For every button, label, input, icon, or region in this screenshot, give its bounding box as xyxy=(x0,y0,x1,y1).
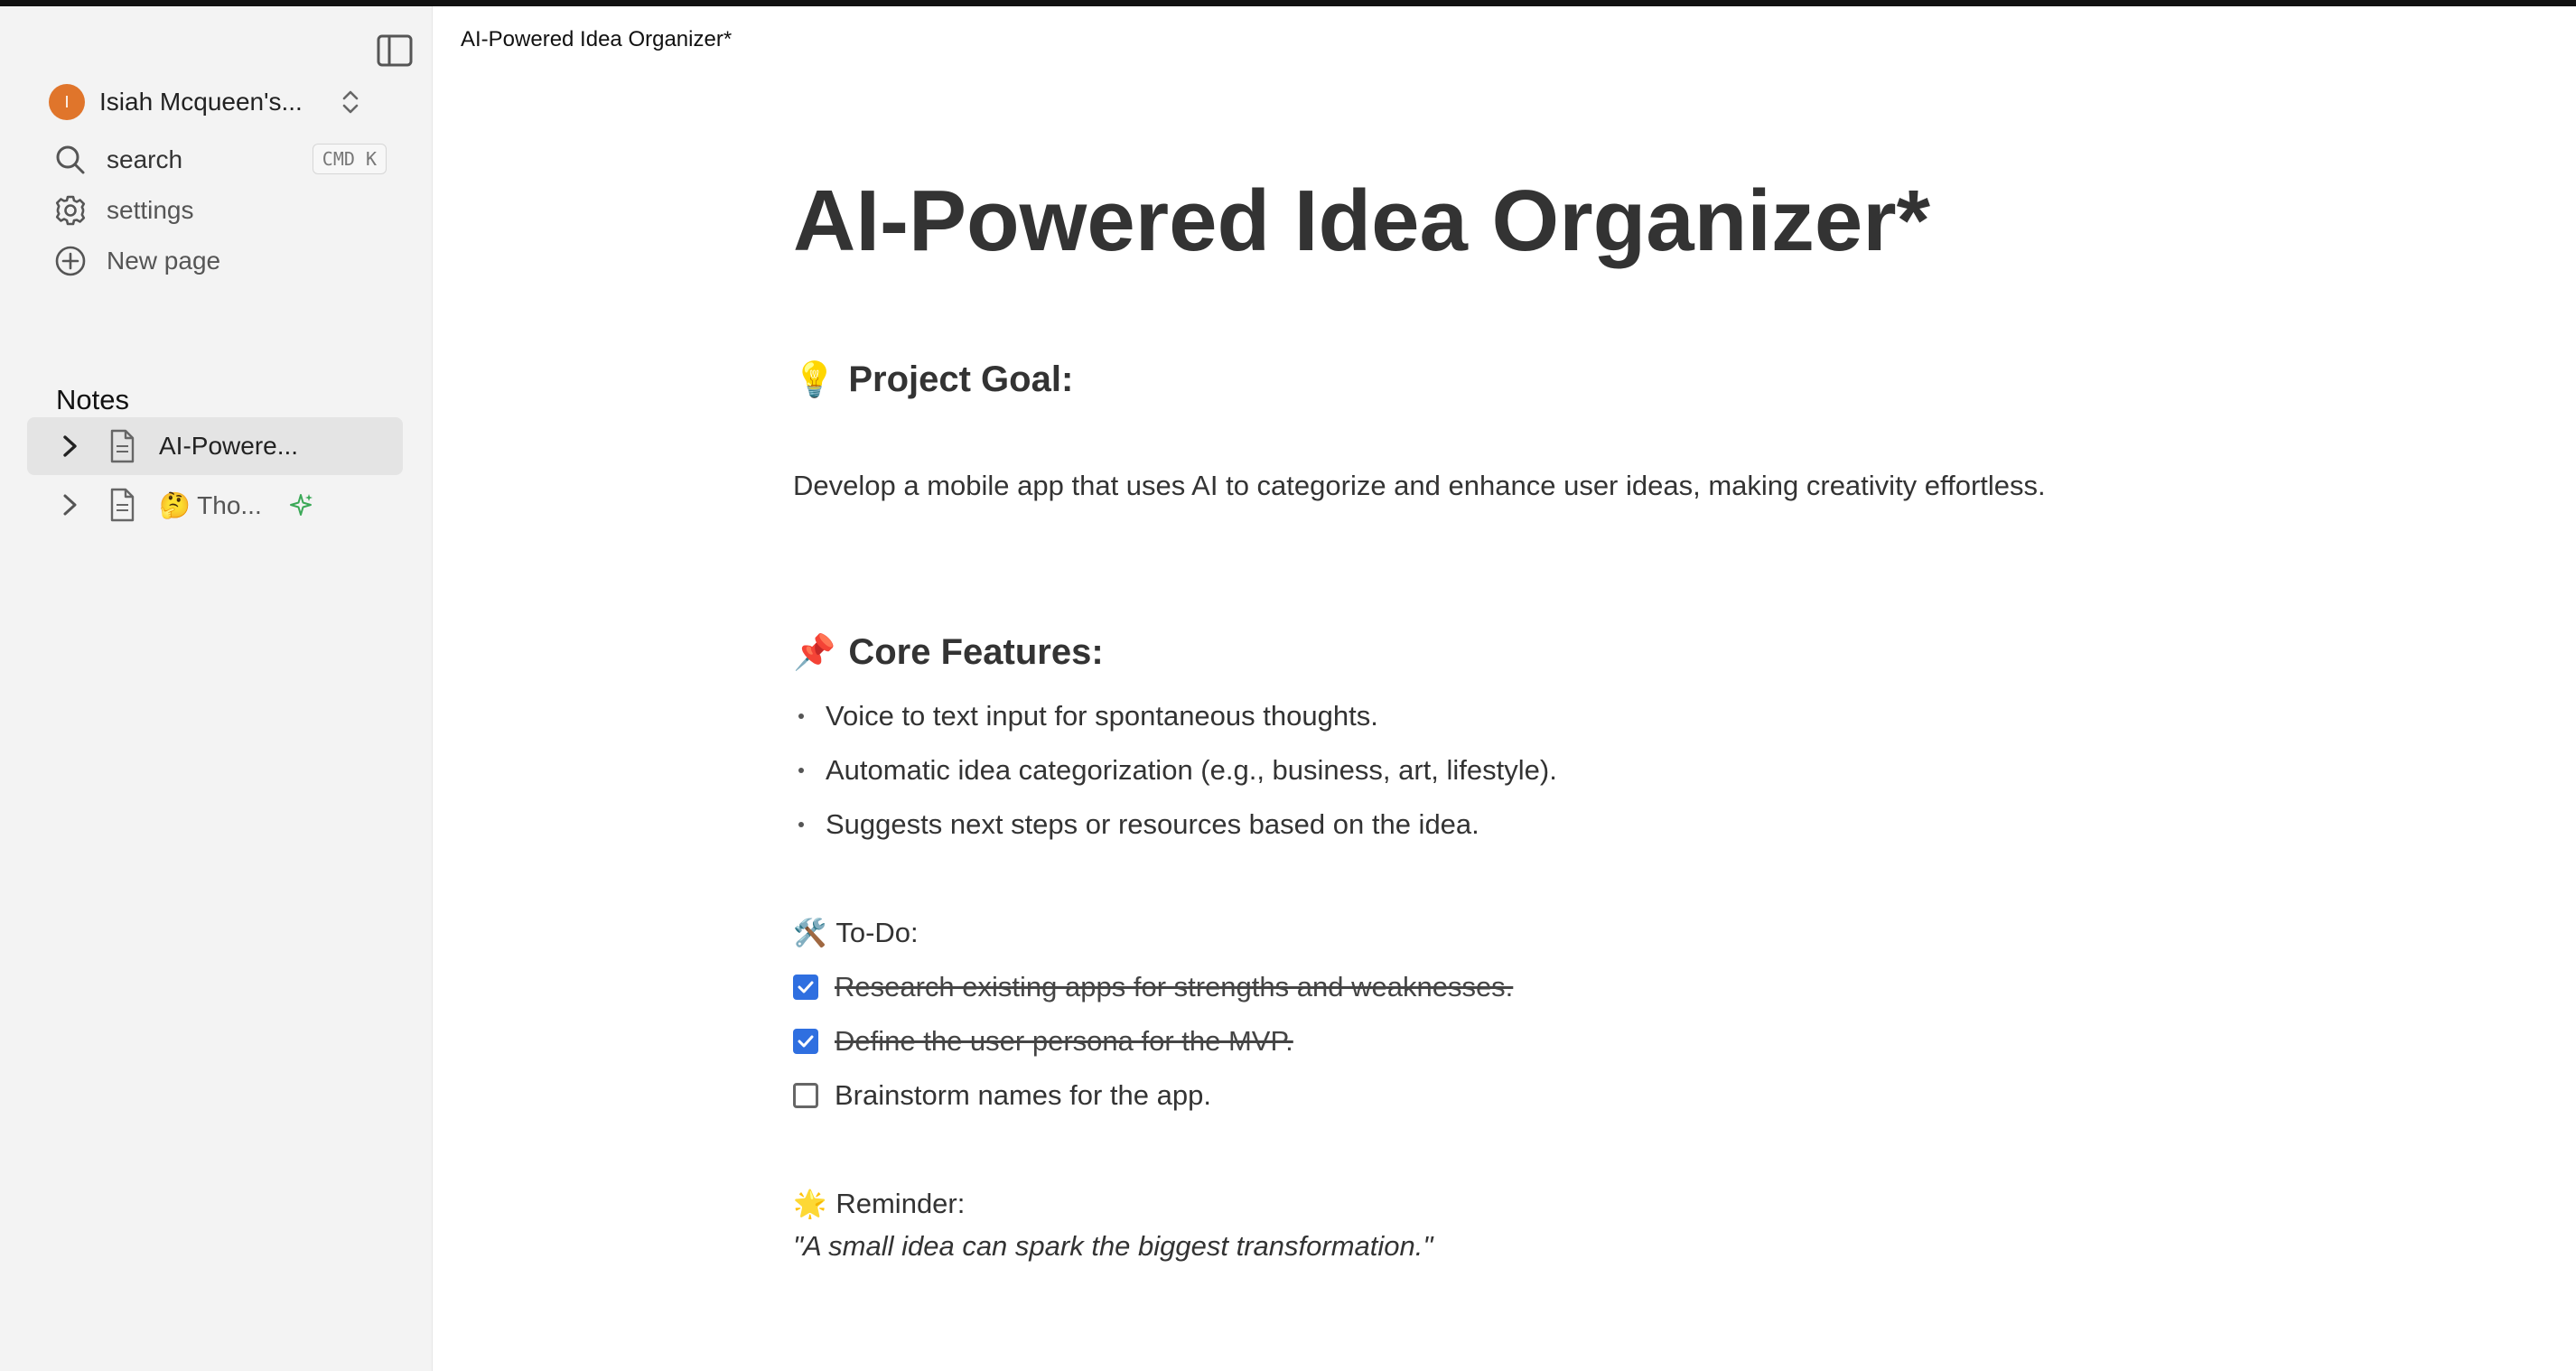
tree-item-label: AI-Powere... xyxy=(159,432,299,460)
heading-text: To-Do: xyxy=(835,917,919,948)
pushpin-icon: 📌 xyxy=(793,632,836,672)
todo-item[interactable] xyxy=(793,1025,1293,1058)
document-tab-title[interactable]: AI-Powered Idea Organizer* xyxy=(461,27,733,51)
checkbox-checked[interactable] xyxy=(793,975,818,1000)
page-title[interactable]: AI-Powered Idea Organizer* xyxy=(793,173,1931,269)
plus-circle-icon xyxy=(52,243,89,279)
new-page-button[interactable] xyxy=(52,239,387,283)
workspace-name: Isiah Mcqueen's... xyxy=(99,88,303,116)
search-shortcut-badge: CMD K xyxy=(313,144,387,174)
chevron-up-down-icon xyxy=(334,86,367,118)
gear-icon xyxy=(52,192,89,228)
list-item[interactable] xyxy=(793,808,1479,841)
workspace-switcher[interactable] xyxy=(49,79,367,126)
avatar: I xyxy=(49,84,85,120)
heading-text: Project Goal: xyxy=(848,359,1074,399)
todo-item-text: Define the user persona for the MVP. xyxy=(835,1025,1293,1057)
search-button[interactable] xyxy=(52,138,387,182)
checkmark-icon xyxy=(796,977,816,997)
project-goal-heading[interactable] xyxy=(793,359,1073,400)
bullet-dot xyxy=(798,822,804,827)
search-icon xyxy=(52,142,89,178)
checkmark-icon xyxy=(796,1031,816,1051)
search-label: search xyxy=(107,145,183,173)
lightbulb-icon: 💡 xyxy=(793,359,836,399)
todo-item-text: Research existing apps for strengths and weaknesses. xyxy=(835,971,1514,1003)
reminder-heading[interactable] xyxy=(793,1188,965,1220)
tree-item-thoughts[interactable] xyxy=(27,476,403,534)
heading-text: Core Features: xyxy=(848,632,1104,672)
sparkle-icon[interactable] xyxy=(287,491,314,518)
settings-label: settings xyxy=(107,196,194,224)
checkbox-unchecked[interactable] xyxy=(793,1083,818,1108)
tools-icon: 🛠️ xyxy=(793,917,827,949)
sidebar-toggle-icon xyxy=(376,32,414,70)
core-features-heading[interactable] xyxy=(793,632,1104,673)
todo-heading[interactable] xyxy=(793,917,919,949)
sidebar xyxy=(0,6,433,1371)
list-item-text: Suggests next steps or resources based on the idea. xyxy=(826,808,1479,840)
todo-item[interactable] xyxy=(793,1079,1211,1112)
new-page-label: New page xyxy=(107,247,221,275)
sidebar-toggle-button[interactable] xyxy=(376,32,414,70)
list-item[interactable] xyxy=(793,754,1557,787)
document-icon xyxy=(107,487,137,523)
todo-item-text: Brainstorm names for the app. xyxy=(835,1079,1211,1111)
list-item[interactable] xyxy=(793,700,1378,732)
heading-text: Reminder: xyxy=(835,1188,966,1219)
list-item-text: Automatic idea categorization (e.g., business, art, lifestyle). xyxy=(826,754,1557,786)
todo-item[interactable] xyxy=(793,971,1513,1003)
window-top-edge xyxy=(0,0,2576,6)
chevron-right-icon[interactable] xyxy=(54,431,85,462)
settings-button[interactable] xyxy=(52,189,387,232)
chevron-right-icon[interactable] xyxy=(54,490,85,520)
project-goal-text[interactable]: Develop a mobile app that uses AI to categorize and enhance user ideas, making creativity effortless. xyxy=(793,470,2046,501)
star-icon: 🌟 xyxy=(793,1188,827,1220)
reminder-quote[interactable]: "A small idea can spark the biggest transformation." xyxy=(793,1230,1433,1262)
document-icon xyxy=(107,428,137,464)
list-item-text: Voice to text input for spontaneous thoughts. xyxy=(826,700,1378,732)
bullet-dot xyxy=(798,768,804,773)
tree-item-label: 🤔 Tho... xyxy=(159,490,262,519)
tree-item-ai-powered[interactable] xyxy=(27,417,403,475)
checkbox-checked[interactable] xyxy=(793,1029,818,1054)
bullet-dot xyxy=(798,713,804,719)
notes-section-heading: Notes xyxy=(56,384,129,415)
